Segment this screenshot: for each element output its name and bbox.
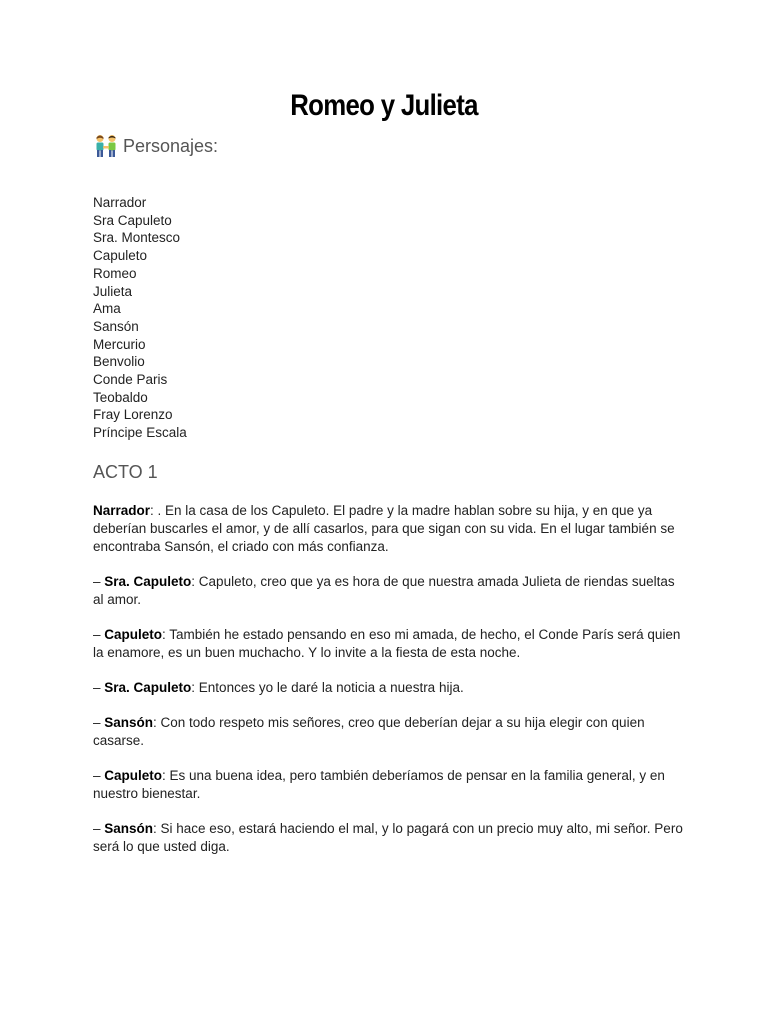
document-title: Romeo y Julieta	[290, 89, 478, 122]
character-list-item: Capuleto	[93, 248, 148, 264]
character-list-item: Benvolio	[93, 354, 145, 370]
characters-heading-label: Personajes:	[123, 136, 219, 156]
dialogue-speaker: Capuleto	[104, 627, 163, 642]
character-list-item: Mercurio	[93, 336, 146, 352]
character-list-item: Sra Capuleto	[93, 212, 172, 228]
dialogue-text: : Con todo respeto mis señores, creo que deberían dejar a su hija elegir con quien casarse.	[93, 715, 645, 748]
dialogue-dash: –	[93, 768, 105, 783]
dialogue-dash: –	[93, 627, 105, 642]
dialogue-dash: –	[93, 715, 105, 730]
character-list-item: Narrador	[93, 195, 147, 210]
dialogue-section	[93, 502, 683, 873]
dialogue-text: : Es una buena idea, pero también deberíamos de pensar en la familia general, y en nuestro bienestar.	[93, 768, 665, 801]
characters-heading	[92, 134, 218, 158]
dialogue-speaker: Sansón	[104, 715, 154, 730]
dialogue-line	[93, 714, 683, 750]
dialogue-line	[93, 573, 683, 609]
characters-list	[93, 194, 187, 442]
character-list-item: Romeo	[93, 265, 137, 281]
character-list-item: Ama	[93, 301, 121, 317]
dialogue-text: : Capuleto, creo que ya es hora de que nuestra amada Julieta de riendas sueltas al amor.	[93, 574, 675, 607]
dialogue-speaker: Sra. Capuleto	[104, 574, 192, 589]
character-list-item: Sansón	[93, 318, 139, 334]
dialogue-line	[93, 679, 683, 697]
dialogue-text: : . En la casa de los Capuleto. El padre y la madre hablan sobre su hija, y en que ya deberían buscarles el amor, y de allí casarlos, para que sigan con su vida. En el lugar también se encontraba Sansón, el criado con más confianza.	[93, 503, 675, 554]
dialogue-speaker: Capuleto	[104, 768, 163, 783]
character-list-item: Julieta	[93, 283, 133, 299]
dialogue-line	[93, 767, 683, 803]
character-list-item: Teobaldo	[93, 389, 148, 405]
dialogue-line	[93, 502, 683, 556]
dialogue-dash: –	[93, 574, 105, 589]
act-heading: ACTO 1	[93, 462, 158, 482]
couple-holding-hands-icon	[92, 134, 120, 158]
character-list-item: Príncipe Escala	[93, 425, 187, 441]
dialogue-dash: –	[93, 680, 105, 695]
dialogue-speaker: Sansón	[104, 821, 154, 836]
dialogue-dash: –	[93, 821, 105, 836]
dialogue-text: : También he estado pensando en eso mi amada, de hecho, el Conde París será quien la enamore, es un buen muchacho. Y lo invite a la fiesta de esta noche.	[93, 627, 681, 660]
dialogue-line	[93, 626, 683, 662]
dialogue-text: : Entonces yo le daré la noticia a nuestra hija.	[191, 680, 464, 695]
character-list-item: Fray Lorenzo	[93, 407, 173, 423]
character-list-item: Sra. Montesco	[93, 230, 181, 246]
character-list-item: Conde Paris	[93, 372, 168, 388]
dialogue-text: : Si hace eso, estará haciendo el mal, y lo pagará con un precio muy alto, mi señor. Pero será lo que usted diga.	[93, 821, 683, 854]
dialogue-speaker: Narrador	[93, 503, 151, 518]
dialogue-line	[93, 820, 683, 856]
dialogue-speaker: Sra. Capuleto	[104, 680, 192, 695]
